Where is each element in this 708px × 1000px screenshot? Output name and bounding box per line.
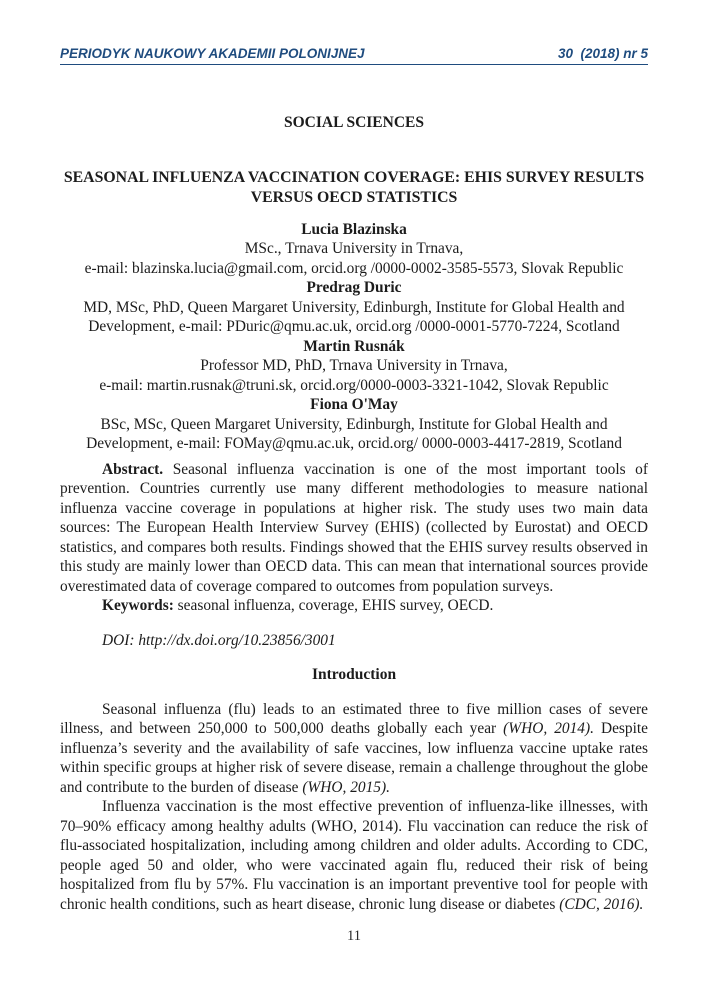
intro-paragraph-2: Influenza vaccination is the most effective prevention of influenza-like illnesses, with 70–90% efficacy among healthy adults (WHO, 2014). Flu vaccination can reduce the risk of flu-associated hospitalization, including among children and older adults. According to CDC, people aged 50 and older, who were vaccinated again flu, reduced their risk of being hospitalized from flu by 57%. Flu vaccination is an important preventive tool for people with chronic health conditions, such as heart disease, chronic lung disease or diabetes (CDC, 2016). [60, 798, 648, 913]
author-block [60, 395, 648, 454]
author-affiliation: BSc, MSc, Queen Margaret University, Edinburgh, Institute for Global Health and [100, 415, 608, 433]
introduction-heading: Introduction [311, 666, 397, 683]
author-affiliation: MSc., Trnava University in Trnava, [244, 240, 464, 257]
author-contact: Development, e-mail: PDuric@qmu.ac.uk, orcid.org /0000-0001-5770-7224, Scotland [88, 318, 620, 335]
author-contact: e-mail: blazinska.lucia@gmail.com, orcid.org /0000-0002-3585-5573, Slovak Republic [84, 259, 624, 277]
author-name: Lucia Blazinska [301, 220, 407, 238]
article-title-line-2: VERSUS OECD STATISTICS [250, 188, 458, 206]
author-contact: Development, e-mail: FOMay@qmu.ac.uk, orcid.org/ 0000-0003-4417-2819, Scotland [86, 435, 622, 452]
author-affiliation: MD, MSc, PhD, Queen Margaret University, Edinburgh, Institute for Global Health and [83, 298, 625, 316]
author-name: Fiona O'May [310, 396, 398, 413]
authors-block [60, 220, 648, 454]
author-block [60, 278, 648, 337]
author-contact: e-mail: martin.rusnak@truni.sk, orcid.org/0000-0003-3321-1042, Slovak Republic [99, 376, 609, 394]
author-affiliation: Professor MD, PhD, Trnava University in Trnava, [200, 357, 508, 374]
page-content [60, 113, 648, 914]
abstract-paragraph: Abstract. Seasonal influenza vaccination is one of the most important tools of prevention. Countries currently use many different methodologies to measure national influenza vaccine coverage in populations at higher risk. The study uses two main data sources: The European Health Interview Survey (EHIS) (collected by Eurostat) and OECD statistics, and compares both results. Findings showed that the EHIS survey results observed in this study are mainly lower than OECD data. This can mean that international sources provide overestimated data of coverage compared to outcomes from population surveys. [60, 460, 649, 595]
journal-title: PERIODYK NAUKOWY AKADEMII POLONIJNEJ [60, 46, 365, 61]
author-name: Martin Rusnák [303, 337, 405, 355]
keywords-line: Keywords: seasonal influenza, coverage, EHIS survey, OECD. [102, 597, 494, 614]
journal-issue: 30 (2018) nr 5 [557, 46, 648, 61]
author-block [60, 220, 648, 279]
article-title [60, 168, 648, 208]
author-name: Predrag Duric [306, 279, 402, 296]
article-title-line-1: SEASONAL INFLUENZA VACCINATION COVERAGE: EHIS SURVEY RESULTS [63, 168, 645, 186]
page-number: 11 [347, 928, 361, 944]
intro-paragraph-1: Seasonal influenza (flu) leads to an estimated three to five million cases of severe illness, and between 250,000 to 500,000 deaths globally each year (WHO, 2014). Despite influenza’s severity and the availability of safe vaccines, low influenza vaccine uptake rates within specific groups at higher risk of severe disease, remain a challenge throughout the globe and contribute to the burden of disease (WHO, 2015). [60, 700, 648, 796]
section-label: SOCIAL SCIENCES [284, 114, 424, 131]
author-block [60, 337, 648, 396]
doi-line: DOI: http://dx.doi.org/10.23856/3001 [102, 631, 336, 649]
journal-header [60, 0, 648, 65]
